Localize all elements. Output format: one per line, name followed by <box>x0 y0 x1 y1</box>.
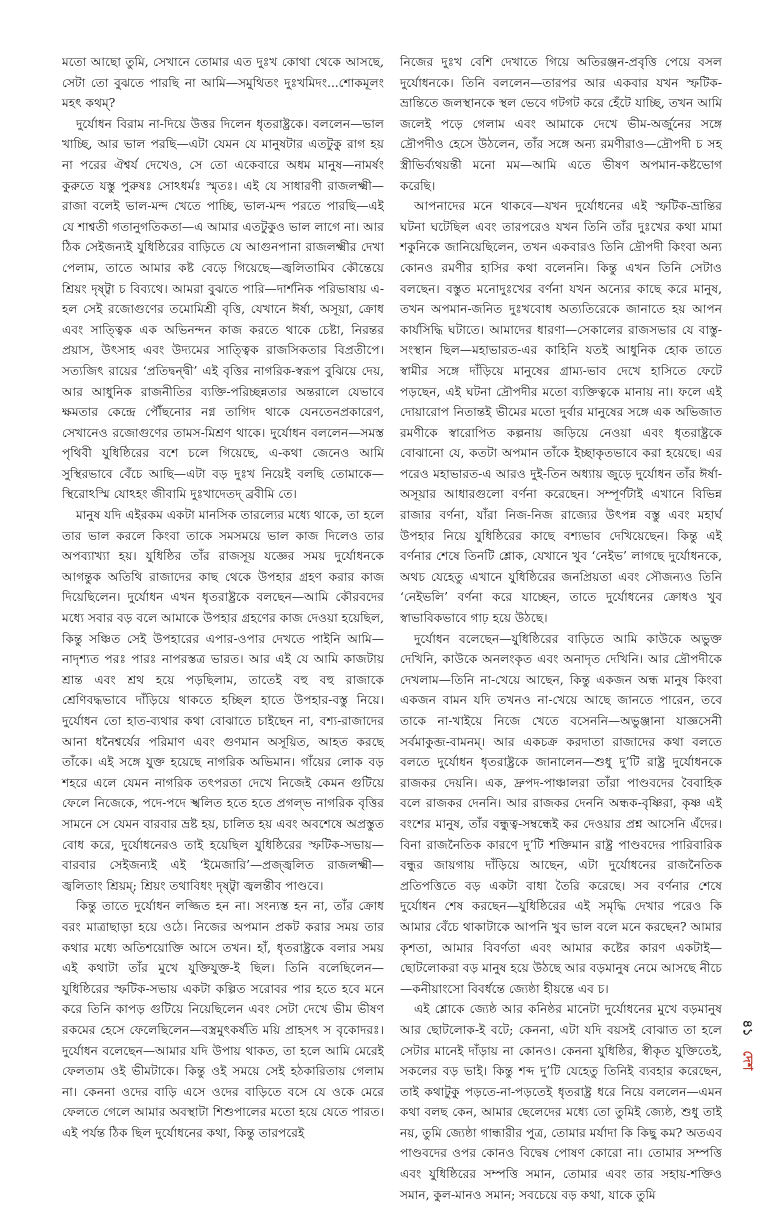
right-column <box>400 52 722 1205</box>
left-paragraph-3: মানুষ যদি এইরকম একটা মানসিক তারল্যের মধ্যে থাকে, তা হলে তার ভাল করলে কিংবা তাকে সমসময়ে ভাল কাজ দিলেও তার অপব্যাখ্যা হয়। যুধিষ্ঠির তাঁর রাজসূয় যজ্ঞের সময় দুর্যোধনকে আগন্তুক অতিথি রাজাদের কাছ থেকে উপহার গ্রহণ করার কাজ দিয়েছিলেন। দুর্যোধন এখন ধৃতরাষ্ট্রকে বলছেন—আমি কৌরবদের মধ্যে সবার বড় বলে আমাকে উপহার গ্রহণের কাজ দেওয়া হয়েছিল, কিন্তু সঞ্চিত সেই উপহারের এপার-ওপার দেখতে পাইনি আমি—নাদৃশ্যত পরঃ পারঃ নাপরস্তত্র ভারত। আর এই যে আমি কাজটায় শ্রান্ত এবং শ্রথ হয়ে পড়ছিলাম, তাতেই বহু বহু রাজাকে শ্রেণিবদ্ধভাবে দাঁড়িয়ে থাকতে হচ্ছিল হাতে উপহার-বস্তু নিয়ে। দুর্যোধন তো হাত-ব্যথার কথা বোঝাতে চাইছেন না, বশ্য-রাজাদের আনা ধনৈশ্বর্যের পরিমাণ এবং গুণমান অসূয়িত, আহত করছে তাঁকে। এই সঙ্গে যুক্ত হয়েছে নাগরিক অভিমান। গাঁয়ের লোক বড় শহরে এলে যেমন নাগরিক তৎপরতা দেখে নিজেই কেমন গুটিয়ে ফেলে নিজেকে, পদে-পদে স্খলিত হতে হতে প্রগল্‌ভ নাগরিক বৃত্তির সামনে সে যেমন বারবার ভ্রষ্ট হয়, চালিত হয় এবং অবশেষে অপ্রস্তুত বোধ করে, দুর্যোধনেরও তাই হয়েছিল যুধিষ্ঠিরের স্ফটিক-সভায়—বারবার সেইজন্যই এই ‘ইমেজারি’—প্রজ্জ্বলিত রাজলক্ষ্মী—জ্বলিতাং শ্রিয়ম্‌; শ্রিয়ং তথাবিধং দৃষ্ট্বা জ্বলন্তীব পাণ্ডবে। <box>62 508 384 893</box>
right-paragraph-1: নিজের দুঃখ বেশি দেখাতে গিয়ে অতিরঞ্জন-প্রবৃত্তি পেয়ে বসল দুর্যোধনকে। তিনি বললেন—তারপর আর একবার যখন স্ফটিক-ভ্রান্তিতে জলস্থানকে স্থল ভেবে গটগট করে হেঁটে যাচ্ছি, তখন আমি জলেই পড়ে গেলাম এবং আমাকে দেখে ভীম-অর্জুনের সঙ্গে দ্রৌপদীও হেসে উঠলেন, তাঁর সঙ্গে অন্য রমণীরাও—দ্রৌপদী চ সহ স্ত্রীভির্ব্যথয়ন্তী মনো মম—আমি এতে ভীষণ অপমান-কষ্টভোগ করেছি। <box>400 55 722 193</box>
left-paragraph-2: দুর্যোধন বিরাম না-দিয়ে উত্তর দিলেন ধৃতরাষ্ট্রকে। বললেন—ভাল খাচ্ছি, আর ভাল পরছি—এটা যেমন যে মানুষটার এতটুকু রাগ হয় না পরের ঐশ্বর্য দেখেও, সে তো একেবারে অধম মানুষ—নামর্ষং কুরুতে যস্তু পুরুষঃ সোঽধর্মঃ স্মৃতঃ। এই যে সাধারণী রাজলক্ষ্মী—রাজা বলেই ভাল-মন্দ খেতে পাচ্ছি, ভাল-মন্দ পরতে পারছি—এই যে শাশ্বতী গতানুগতিকতা—এ আমার এতটুকুও ভাল লাগে না। আর ঠিক সেইজন্যই যুধিষ্ঠিরের বাড়িতে যে আগুনপানা রাজলক্ষ্মীর দেখা পেলাম, তাতে আমার কষ্ট বেড়ে গিয়েছে—জ্বলিতামিব কৌন্তেয়ে শ্রিয়ং দৃষ্ট্বা চ বিব্যথে। আমরা বুঝতে পারি—দার্শনিক পরিভাষায় এ-হল সেই রজোগুণের তমোমিশ্রী বৃত্তি, যেখানে ঈর্ষা, অসূয়া, ক্রোধ এবং সাত্ত্বিক এক অভিনন্দন কাজ করতে থাকে চেষ্টা, নিরন্তর প্রয়াস, উৎসাহ এবং উদ্যমের সাত্ত্বিক রাজসিকতার বিপ্রতীপে। সত্যজিৎ রায়ের ‘প্রতিদ্বন্দ্বী’ এই বৃত্তির নাগরিক-স্বরূপ বুঝিয়ে দেয়, আর আধুনিক রাজনীতির ব্যক্তি-পরিচ্ছন্নতার অন্তরালে যেভাবে ক্ষমতার কেন্দ্রে পৌঁছনোর নগ্ন তাগিদ থাকে যেনতেনপ্রকারেণ, সেখানেও রজোগুণের তামস-মিশ্রণ থাকে। দুর্যোধন বললেন—সমস্ত পৃথিবী যুধিষ্ঠিরের বশে চলে গিয়েছে, এ-কথা জেনেও আমি সুস্থিরভাবে বেঁচে আছি—এটা বড় দুঃখ নিয়েই বলছি তোমাকে—স্থিরোঽস্মি যোঽহং জীবামি দুঃখাদেতদ্ ব্রবীমি তে। <box>62 116 384 502</box>
footer-text <box>736 1020 757 1071</box>
right-paragraph-4: এই শ্লোকে জ্যেষ্ঠ আর কনিষ্ঠর মানেটা দুর্যোধনের মুখে বড়মানুষ আর ছোটলোক-ই বটে; কেননা, এটা যদি বয়সই বোঝাত তা হলে সেটার মানেই দাঁড়ায় না কোনও। কেননা যুধিষ্ঠির, স্বীকৃত যুক্তিতেই, সকলের বড় ভাই। কিন্তু শব্দ দু’টি যেহেতু তিনিই ব্যবহার করেছেন, তাই কথাটুকু পড়তে-না-পড়তেই ধৃতরাষ্ট্র ধরে নিয়ে বললেন—এমন কথা বলছ কেন, আমার ছেলেদের মধ্যে তো তুমিই জ্যেষ্ঠ, শুধু তাই নয়, তুমি জ্যেষ্ঠা গান্ধারীর পুত্র, তোমার মর্যাদা কি কিছু কম? অতএব পাণ্ডবদের ওপর কোনও বিদ্বেষ পোষণ কোরো না। তোমার সম্পত্তি এবং যুধিষ্ঠিরের সম্পত্তি সমান, তোমার এবং তার সহায়-শক্তিও সমান, কুল-মানও সমান; সবচেয়ে বড় কথা, যাকে তুমি <box>400 1002 722 1202</box>
page-footer <box>736 1000 756 1090</box>
left-paragraph-4: কিন্তু তাতে দুর্যোধন লজ্জিত হন না। সংন্যস্ত হন না, তাঁর ক্রোধ বরং মাত্রাছাড়া হয়ে ওঠে। নিজের অপমান প্রকট করার সময় তার কথার মধ্যে অতিশয়োক্তি আসে তখন। হাঁ, ধৃতরাষ্ট্রকে বলার সময় এই কথাটা তাঁর মুখে যুক্তিযুক্ত-ই ছিল। তিনি বলেছিলেন—যুধিষ্ঠিরের স্ফটিক-সভায় একটা কল্পিত সরোবর পার হতে হবে মনে করে তিনি কাপড় গুটিয়ে নিয়েছিলেন এবং সেটা দেখে ভীম ভীষণ রকমের হেসে ফেলেছিলেন—বস্ত্রমুৎকর্ষতি ময়ি প্রাহসৎ স বৃকোদরঃ। দুর্যোধন বলেছেন—আমার যদি উপায় থাকত, তা হলে আমি মেরেই ফেলতাম ওই ভীমটাকে। কিন্তু ওই সময়ে সেই হঠকারিতায় গেলাম না। কেননা ওদের বাড়ি এসে ওদের বাড়িতে বসে যে ওকে মেরে ফেলতে গেলে আমার অবস্থাটা শিশুপালের মতো হয়ে যেতে পারত। এই পর্যন্ত ঠিক ছিল দুর্যোধনের কথা, কিন্তু তারপরেই <box>62 899 384 1140</box>
right-paragraph-3: দুর্যোধন বলেছেন—যুধিষ্ঠিরের বাড়িতে আমি কাউকে অভুক্ত দেখিনি, কাউকে অনলংকৃত এবং অনাদৃত দেখিনি। আর দ্রৌপদীকে দেখলাম—তিনি না-খেয়ে আছেন, কিন্তু একজন অন্ধ মানুষ কিংবা একজন বামন যদি তখনও না-খেয়ে আছে জানতে পারেন, তবে তাকে না-খাইয়ে নিজে খেতে বসেননি—অভুঞ্জানা যাজ্ঞসেনী সর্বমাকুব্জ-বামনম্‌। আর একচক্র করদাতা রাজাদের কথা বলতে বলতে দুর্যোধন ধৃতরাষ্ট্রকে জানালেন—শুধু দু’টি রাষ্ট্র দুর্যোধনকে রাজকর দেয়নি। এক, দ্রুপদ-পাঞ্চালরা তাঁরা পাণ্ডবদের বৈবাহিক বলে রাজকর দেননি। আর রাজকর দেননি অন্ধক-বৃষ্ণিরা, কৃষ্ণ এই বংশের মানুষ, তাঁর বন্ধুত্ব-সম্বন্ধেই কর দেওয়ার প্রশ্ন আসেনি এঁদের। বিনা রাজনৈতিক কারণে দু’টি শক্তিমান রাষ্ট্র পাণ্ডবদের পারিবারিক বন্ধুর জায়গায় দাঁড়িয়ে আছেন, এটা দুর্যোধনের রাজনৈতিক প্রতিপত্তিতে বড় একটা বাধা তৈরি করেছে। সব বর্ণনার শেষে দুর্যোধন শেষ করছেন—যুধিষ্ঠিরের এই সমৃদ্ধি দেখার পরেও কি আমার বেঁচে থাকাটাকে আপনি খুব ভাল বলে মনে করছেন? আমার কৃশতা, আমার বিবর্ণতা এবং আমার কষ্টের কারণ একটাই—ছোটলোকরা বড় মানুষ হয়ে উঠছে আর বড়মানুষ নেমে আসছে নীচে—কনীয়াংসো বিবর্ধন্তে জ্যেষ্ঠা হীয়ন্তে এব চ। <box>400 631 722 996</box>
left-column <box>62 52 384 1143</box>
right-paragraph-2: আপনাদের মনে থাকবে—যখন দুর্যোধনের এই স্ফটিক-ভ্রান্তির ঘটনা ঘটেছিল এবং তারপরেও যখন তিনি তাঁর দুঃখের কথা মামা শকুনিকে জানিয়েছিলেন, তখন একবারও তিনি দ্রৌপদী কিংবা অন্য কোনও রমণীর হাসির কথা বলেননি। কিন্তু এখন তিনি সেটাও বলছেন। বস্তুত মনোদুঃখের বর্ণনা যখন অন্যের কাছে করে মানুষ, তখন অপমান-জনিত দুঃখবোধ অত্যতিরেকে জানাতে হয় আপন কার্যসিদ্ধি ঘটাতে। আমাদের ধারণা—সেকালের রাজসভার যে বাস্তু-সংস্থান ছিল—মহাভারত-এর কাহিনি যতই আধুনিক হোক তাতে স্বামীর সঙ্গে দাঁড়িয়ে মানুষের গ্রাম্য-ভাব দেখে হাসিতে ফেটে পড়ছেন, এই ঘটনা দ্রৌপদীর মতো ব্যক্তিত্বকে মানায় না। ফলে এই দোয়ারোপ নিতান্তই ভীমের মতো দুর্বার মানুষের সঙ্গে এক অভিজাত রমণীকে স্বারোপিত কল্পনায় জড়িয়ে নেওয়া এবং ধৃতরাষ্ট্রকে বোঝানো যে, কতটা অপমান তাঁকে ইচ্ছাকৃতভাবে করা হয়েছে। এর পরেও মহাভারত-এ আরও দুই-তিন অধ্যায় জুড়ে দুর্যোধন তাঁর ঈর্ষা-অসূয়ার আধারগুলো বর্ণনা করেছেন। সম্পূর্ণটাই এখানে বিভিন্ন রাজার বর্ণনা, যাঁরা নিজ-নিজ রাজ্যের উৎপন্ন বস্তু এবং মহার্ঘ উপহার নিয়ে যুধিষ্ঠিরের কাছে বশ্যভাব দেখিয়েছেন। কিন্তু এই বর্ণনার শেষে তিনটি শ্লোক, যেখানে খুব ‘নেইভ’ লাগছে দুর্যোধনকে, অথচ যেহেতু এখানে যুধিষ্ঠিরের জনপ্রিয়তা এবং সৌজন্যও তিনি ‘নেইভলি’ বর্ণনা করে যাচ্ছেন, তাতে দুর্যোধনের ক্রোধও খুব স্বাভাবিকভাবে গাঢ় হয়ে উঠছে। <box>400 199 722 626</box>
magazine-name: দেশ <box>739 1050 755 1071</box>
left-paragraph-1: মতো আছো তুমি, সেখানে তোমার এত দুঃখ কোথা থেকে আসছে, সেটা তো বুঝতে পারছি না আমি—সমুথিতং দুঃখমিদং...শোকমূলং মহৎ কথম্? <box>62 55 384 111</box>
page-number: ৪১ <box>739 1019 755 1037</box>
